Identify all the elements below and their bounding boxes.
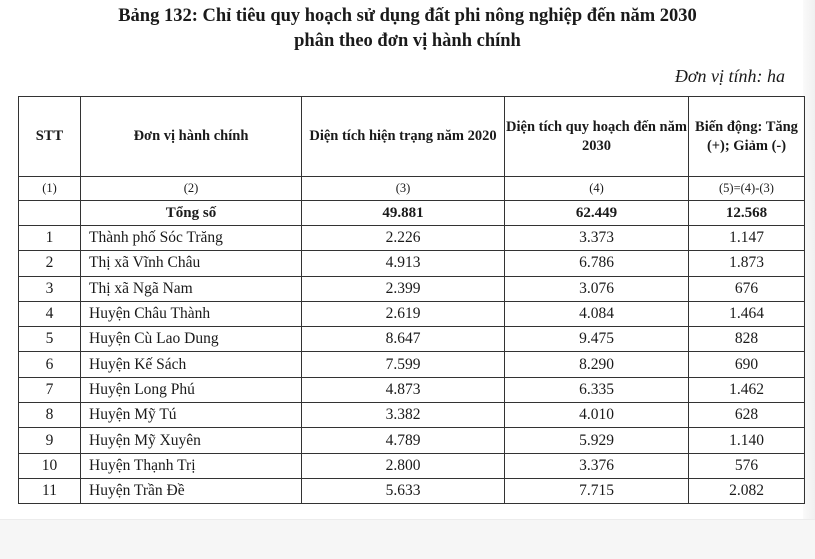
stt-cell: 10 (19, 453, 81, 478)
stt-cell: 3 (19, 276, 81, 301)
unit-name-cell: Huyện Châu Thành (81, 301, 302, 326)
table-row (19, 352, 805, 377)
unit-name-cell: Thành phố Sóc Trăng (81, 226, 302, 251)
header-row (19, 97, 805, 177)
total-planned-2030: 62.449 (505, 201, 689, 226)
current-2020-cell: 4.913 (302, 251, 505, 276)
unit-note: Đơn vị tính: ha (674, 66, 785, 86)
planned-2030-cell: 9.475 (505, 327, 689, 352)
stt-cell: 5 (19, 327, 81, 352)
table-row (19, 478, 805, 503)
table-row (19, 301, 805, 326)
planned-2030-cell: 6.335 (505, 377, 689, 402)
planned-2030-cell: 6.786 (505, 251, 689, 276)
total-change: 12.568 (689, 201, 805, 226)
unit-name-cell: Huyện Mỹ Tú (81, 403, 302, 428)
unit-name-cell: Thị xã Ngã Nam (81, 276, 302, 301)
stt-cell: 4 (19, 301, 81, 326)
current-2020-cell: 7.599 (302, 352, 505, 377)
planned-2030-cell: 7.715 (505, 478, 689, 503)
total-current-2020: 49.881 (302, 201, 505, 226)
unit-name-cell: Huyện Thạnh Trị (81, 453, 302, 478)
current-2020-cell: 2.399 (302, 276, 505, 301)
change-cell: 576 (689, 453, 805, 478)
change-cell: 676 (689, 276, 805, 301)
change-cell: 1.464 (689, 301, 805, 326)
current-2020-cell: 4.789 (302, 428, 505, 453)
planned-2030-cell: 5.929 (505, 428, 689, 453)
change-cell: 828 (689, 327, 805, 352)
current-2020-cell: 2.226 (302, 226, 505, 251)
total-stt-cell (19, 201, 81, 226)
planned-2030-cell: 3.373 (505, 226, 689, 251)
change-cell: 628 (689, 403, 805, 428)
table-row (19, 403, 805, 428)
stt-cell: 1 (19, 226, 81, 251)
unit-name-cell: Huyện Kế Sách (81, 352, 302, 377)
unit-name-cell: Thị xã Vĩnh Châu (81, 251, 302, 276)
page-bottom-margin (0, 519, 815, 559)
change-cell: 2.082 (689, 478, 805, 503)
table-row (19, 428, 805, 453)
planned-2030-cell: 8.290 (505, 352, 689, 377)
planned-2030-cell: 3.076 (505, 276, 689, 301)
unit-name-cell: Huyện Long Phú (81, 377, 302, 402)
index-cell: (5)=(4)-(3) (689, 177, 805, 201)
index-cell: (3) (302, 177, 505, 201)
table-row (19, 327, 805, 352)
table-title-line-2: phân theo đơn vị hành chính (294, 31, 521, 51)
column-index-row (19, 177, 805, 201)
table-title-line-1: Bảng 132: Chỉ tiêu quy hoạch sử dụng đất phi nông nghiệp đến năm 2030 (118, 6, 697, 26)
stt-cell: 9 (19, 428, 81, 453)
stt-cell: 11 (19, 478, 81, 503)
change-cell: 1.140 (689, 428, 805, 453)
index-cell: (1) (19, 177, 81, 201)
table-row (19, 251, 805, 276)
table-title (0, 4, 815, 54)
unit-name-cell: Huyện Cù Lao Dung (81, 327, 302, 352)
planned-2030-cell: 3.376 (505, 453, 689, 478)
current-2020-cell: 3.382 (302, 403, 505, 428)
table-row (19, 453, 805, 478)
change-cell: 1.462 (689, 377, 805, 402)
stt-cell: 7 (19, 377, 81, 402)
index-cell: (4) (505, 177, 689, 201)
current-2020-cell: 2.619 (302, 301, 505, 326)
unit-name-cell: Huyện Trần Đề (81, 478, 302, 503)
header-current-2020: Diện tích hiện trạng năm 2020 (302, 97, 505, 177)
header-change: Biến động: Tăng (+); Giảm (-) (689, 97, 805, 177)
current-2020-cell: 8.647 (302, 327, 505, 352)
header-stt: STT (19, 97, 81, 177)
table-row (19, 226, 805, 251)
current-2020-cell: 5.633 (302, 478, 505, 503)
planned-2030-cell: 4.084 (505, 301, 689, 326)
total-row (19, 201, 805, 226)
stt-cell: 6 (19, 352, 81, 377)
stt-cell: 8 (19, 403, 81, 428)
header-unit: Đơn vị hành chính (81, 97, 302, 177)
index-cell: (2) (81, 177, 302, 201)
total-label: Tổng số (81, 201, 302, 226)
change-cell: 690 (689, 352, 805, 377)
change-cell: 1.873 (689, 251, 805, 276)
change-cell: 1.147 (689, 226, 805, 251)
current-2020-cell: 4.873 (302, 377, 505, 402)
table-row (19, 276, 805, 301)
header-planned-2030: Diện tích quy hoạch đến năm 2030 (505, 97, 689, 177)
planned-2030-cell: 4.010 (505, 403, 689, 428)
current-2020-cell: 2.800 (302, 453, 505, 478)
land-use-table (18, 96, 805, 504)
table-row (19, 377, 805, 402)
unit-name-cell: Huyện Mỹ Xuyên (81, 428, 302, 453)
stt-cell: 2 (19, 251, 81, 276)
